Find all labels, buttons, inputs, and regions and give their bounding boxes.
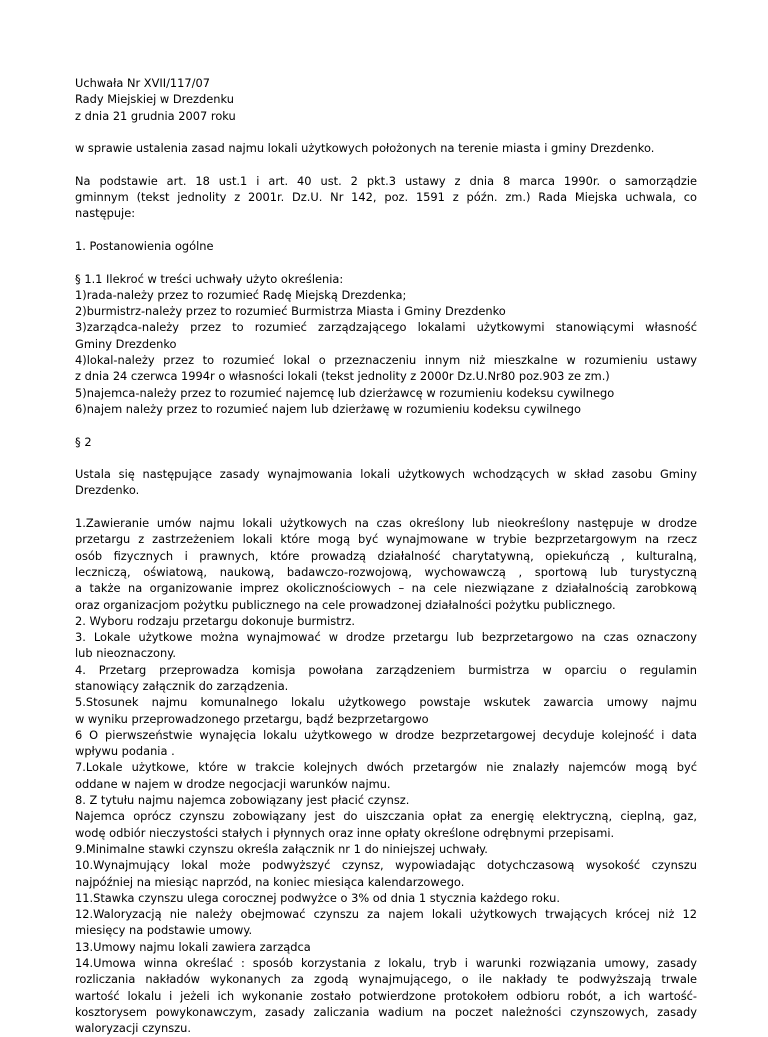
rule-line: lub nieoznaczony. — [75, 646, 176, 661]
rule-line: a także na organizowanie imprez okolicznościowych – na cele niezwiązane z działalnością zarobkową — [75, 581, 697, 596]
rule-line: 2. Wyboru rodzaju przetargu dokonuje burmistrz. — [75, 613, 355, 628]
legal-basis — [75, 173, 697, 222]
rule-line: oddane w najem w drodze negocjacji warunków najmu. — [75, 776, 391, 791]
definition-item: 2)burmistrz-należy przez to rozumieć Burmistrza Miasta i Gminy Drezdenko — [75, 304, 506, 319]
legal-basis-line: gminnym (tekst jednolity z 2001r. Dz.U. Nr 142, poz. 1591 z późn. zm.) Rada Miejska uchwala, co — [75, 190, 697, 205]
rule-line: 4. Przetarg przeprowadza komisja powołana zarządzeniem burmistrza w oparciu o regulamin — [75, 662, 697, 677]
definition-item: Gminy Drezdenko — [75, 336, 177, 351]
rule-line: najpóźniej na miesiąc naprzód, na koniec miesiąca kalendarzowego. — [75, 874, 465, 889]
paragraph-1 — [75, 271, 697, 418]
resolution-header — [75, 75, 697, 124]
rule-line: stanowiący załącznik do zarządzenia. — [75, 678, 289, 693]
rule-line: miesięcy na podstawie umowy. — [75, 923, 253, 938]
rule-line: Najemca oprócz czynszu zobowiązany jest do uiszczania opłat za energię elektryczną, cieplną, gaz, — [75, 809, 697, 824]
legal-basis-line: Na podstawie art. 18 ust.1 i art. 40 ust. 2 pkt.3 ustawy z dnia 8 marca 1990r. o samorządzie — [75, 173, 697, 188]
legal-basis-line: następuje: — [75, 206, 136, 221]
rule-line: oraz organizacjom pożytku publicznego na cele prowadzonej działalności pożytku publicznego. — [75, 597, 616, 612]
council-name: Rady Miejskiej w Drezdenku — [75, 92, 234, 107]
rule-line: 13.Umowy najmu lokali zawiera zarządca — [75, 939, 311, 954]
rule-line: 10.Wynajmujący lokal może podwyższyć czynsz, wypowiadając dotychczasową wysokość czynszu — [75, 858, 697, 873]
rule-line: waloryzacji czynszu. — [75, 1021, 191, 1036]
paragraph-2-rules — [75, 515, 697, 1037]
rule-line: 12.Waloryzacją nie należy obejmować czynszu za najem lokali użytkowych trwających krócej niż 12 — [75, 907, 697, 922]
resolution-number: Uchwała Nr XVII/117/07 — [75, 76, 211, 90]
rule-line: leczniczą, oświatową, naukową, badawczo-rozwojową, wychowawczą , sportową lub turystyczną — [75, 564, 697, 579]
definition-item: 4)lokal-należy przez to rozumieć lokal o przeznaczeniu innym niż mieszkalne w rozumieniu ustawy — [75, 353, 697, 368]
rule-line: 8. Z tytułu najmu najemca zobowiązany jest płacić czynsz. — [75, 793, 410, 808]
rule-line: wodę odbiór nieczystości stałych i płynnych oraz inne opłaty określone odrębnymi przepisami. — [75, 825, 615, 840]
rule-line: osób fizycznych i prawnych, które prowadzą działalność charytatywną, opiekuńczą , kulturalną, — [75, 548, 697, 563]
resolution-date: z dnia 21 grudnia 2007 roku — [75, 108, 236, 123]
intro-line: Drezdenko. — [75, 483, 140, 498]
document-page — [75, 75, 697, 1037]
paragraph-2-intro — [75, 466, 697, 499]
paragraph-heading: § 2 — [75, 434, 92, 449]
definition-item: 1)rada-należy przez to rozumieć Radę Miejską Drezdenka; — [75, 287, 407, 302]
rule-line: 5.Stosunek najmu komunalnego lokalu użytkowego powstaje wskutek zawarcia umowy najmu — [75, 695, 697, 710]
rule-line: wpływu podania . — [75, 744, 175, 759]
definition-item: 5)najemca-należy przez to rozumieć najemcę lub dzierżawcę w rozumieniu kodeksu cywilnego — [75, 385, 615, 400]
rule-line: kosztorysem powykonawczym, zasady zaliczania wadium na poczet należności czynszowych, zasady — [75, 1004, 697, 1019]
rule-line: 11.Stawka czynszu ulega corocznej podwyżce o 3% od dnia 1 stycznia każdego roku. — [75, 890, 560, 905]
rule-line: wartość lokalu i jeżeli ich wykonanie zostało potwierdzone protokołem odbioru robót, a ich wartość- — [75, 988, 697, 1003]
paragraph-heading: § 1.1 Ilekroć w treści uchwały użyto określenia: — [75, 271, 344, 286]
intro-line: Ustala się następujące zasady wynajmowania lokali użytkowych wchodzących w skład zasobu Gminy — [75, 467, 697, 482]
definition-item: z dnia 24 czerwca 1994r o własności lokali (tekst jednolity z 2000r Dz.U.Nr80 poz.903 ze zm.) — [75, 369, 610, 384]
rule-line: rozliczania nakładów wykonanych za zgodą wynajmującego, o ile nakłady te podwyższają trwale — [75, 972, 697, 987]
rule-line: 7.Lokale użytkowe, które w trakcie kolejnych dwóch przetargów nie znalazły najemców mogą być — [75, 760, 697, 775]
resolution-subject: w sprawie ustalenia zasad najmu lokali użytkowych położonych na terenie miasta i gminy Drezdenko. — [75, 141, 655, 156]
section-title: 1. Postanowienia ogólne — [75, 238, 214, 253]
rule-line: 1.Zawieranie umów najmu lokali użytkowych na czas określony lub nieokreślony następuje w drodze — [75, 516, 697, 531]
rule-line: 6 O pierwszeństwie wynajęcia lokalu użytkowego w drodze bezprzetargowej decyduje kolejność i data — [75, 727, 697, 742]
definition-item: 6)najem należy przez to rozumieć najem lub dzierżawę w rozumieniu kodeksu cywilnego — [75, 401, 581, 416]
rule-line: przetargu z zastrzeżeniem lokali które mogą być wynajmowane w trybie bezprzetargowym na rzecz — [75, 532, 697, 547]
rule-line: w wyniku przeprowadzonego przetargu, bądź bezprzetargowo — [75, 711, 429, 726]
rule-line: 9.Minimalne stawki czynszu określa załącznik nr 1 do niniejszej uchwały. — [75, 841, 488, 856]
rule-line: 3. Lokale użytkowe można wynajmować w drodze przetargu lub bezprzetargowo na czas oznaczony — [75, 630, 697, 645]
definition-item: 3)zarządca-należy przez to rozumieć zarządzającego lokalami użytkowymi stanowiącymi własność — [75, 320, 697, 335]
rule-line: 14.Umowa winna określać : sposób korzystania z lokalu, tryb i warunki rozwiązania umowy, zasady — [75, 956, 697, 971]
